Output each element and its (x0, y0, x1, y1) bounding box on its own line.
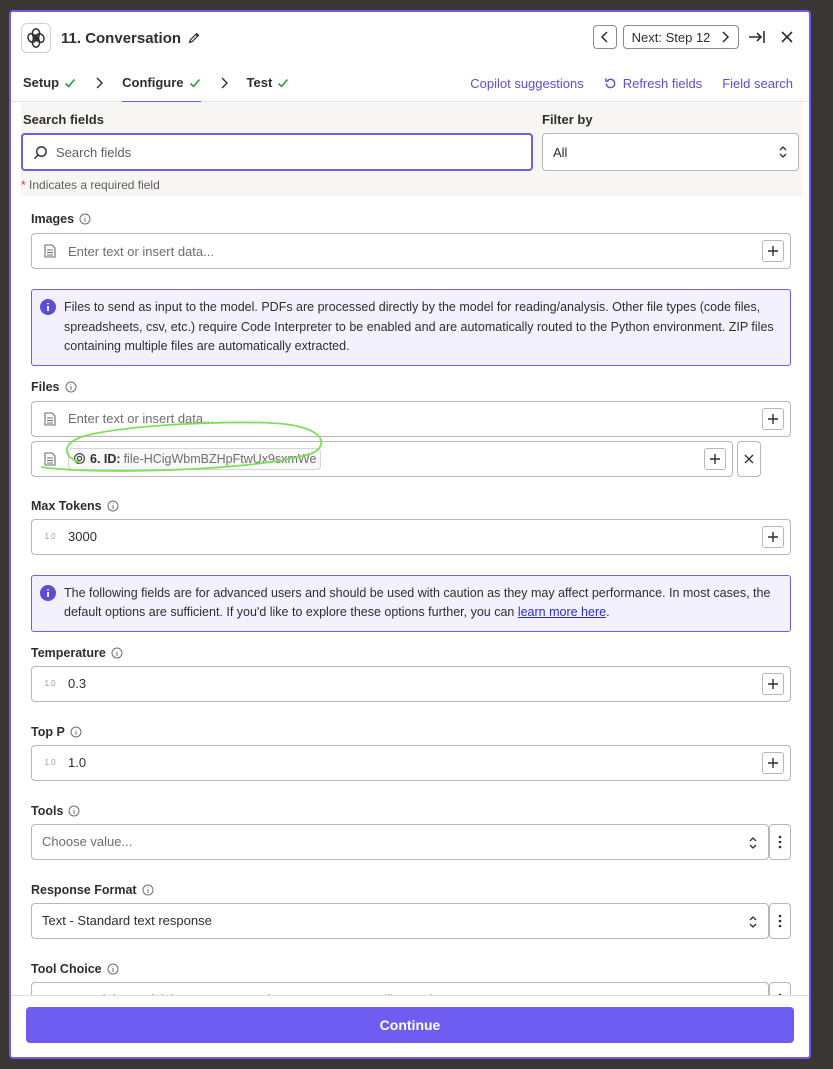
tool-choice-label (31, 960, 791, 978)
plus-icon (767, 678, 779, 690)
chevron-right-icon (92, 76, 106, 90)
info-icon[interactable] (65, 381, 77, 393)
files-label (31, 378, 791, 396)
chevron-right-icon (217, 76, 231, 90)
remove-item-button[interactable] (737, 441, 761, 477)
advanced-info-text: The following fields are for advanced users and should be used with caution as they may affect performance. In most cases, the default options are sufficient. If you'd like to explore these options further, you can (64, 585, 771, 619)
plus-icon (767, 245, 779, 257)
files-info-box (31, 289, 791, 366)
tool-choice-label-text: Tool Choice (31, 961, 102, 976)
tools-label (31, 802, 791, 820)
openai-logo-icon (21, 23, 51, 53)
select-caret-icon (778, 145, 788, 159)
temperature-label-text: Temperature (31, 645, 106, 660)
tab-test-label: Test (246, 75, 273, 90)
step-tabs (11, 64, 809, 102)
tools-row (31, 824, 791, 860)
search-fields-label: Search fields (23, 112, 104, 127)
images-label-text: Images (31, 212, 75, 226)
kebab-icon (778, 914, 782, 928)
max-tokens-input[interactable] (31, 519, 791, 555)
insert-data-button[interactable] (762, 408, 784, 430)
files-placeholder: Enter text or insert data... (68, 411, 214, 426)
top-p-label (31, 723, 791, 741)
tab-configure[interactable] (122, 64, 200, 102)
check-icon (277, 77, 289, 89)
document-icon (32, 244, 68, 258)
more-options-button[interactable] (769, 824, 791, 860)
next-step-button[interactable] (623, 25, 739, 49)
continue-button[interactable]: Continue (26, 1007, 794, 1043)
insert-data-button[interactable] (762, 526, 784, 548)
files-label-text: Files (31, 379, 60, 394)
info-icon[interactable] (142, 884, 154, 896)
insert-data-button[interactable] (704, 448, 726, 470)
tab-test[interactable] (247, 64, 290, 102)
response-format-label (31, 881, 791, 899)
search-input[interactable] (21, 133, 533, 171)
top-p-input[interactable] (31, 745, 791, 781)
temperature-input[interactable] (31, 666, 791, 702)
max-tokens-label-text: Max Tokens (31, 498, 102, 513)
chevron-right-icon (720, 31, 730, 43)
info-filled-icon (40, 585, 56, 601)
panel-footer (11, 995, 809, 1057)
refresh-fields-label: Refresh fields (622, 75, 703, 91)
response-format-label-text: Response Format (31, 882, 137, 897)
advanced-info-period: . (606, 605, 610, 619)
field-form (31, 210, 791, 1018)
previous-step-button[interactable] (593, 25, 617, 49)
plus-icon (709, 453, 721, 465)
advanced-info-box (31, 575, 791, 632)
plus-icon (767, 413, 779, 425)
max-tokens-label (31, 497, 791, 515)
insert-data-button[interactable] (762, 240, 784, 262)
required-note-text: Indicates a required field (29, 178, 160, 192)
tools-label-text: Tools (31, 803, 64, 818)
close-icon (744, 454, 754, 464)
close-button[interactable] (775, 25, 799, 49)
response-format-select[interactable] (31, 903, 769, 939)
pill-value: file-HCigWbmBZHpFtwUx9sxmWe (123, 451, 317, 466)
tools-select[interactable] (31, 824, 769, 860)
files-info-text: Files to send as input to the model. PDFs are processed directly by the model for reading/analysis. Other file types (code files, spreadsheets, csv, etc.) require Code Interpreter to be enabled and are automatically routed to the Python environment. ZIP files containing multiple files are automatically extracted. (64, 300, 774, 353)
filter-by-label: Filter by (542, 112, 593, 127)
number-type-icon: 1.0 (44, 758, 56, 767)
collapse-panel-button[interactable] (745, 25, 769, 49)
search-placeholder: Search fields (56, 144, 132, 160)
pencil-icon[interactable] (187, 31, 201, 45)
top-p-label-text: Top P (31, 724, 65, 739)
response-format-row (31, 903, 791, 939)
info-icon[interactable] (68, 805, 80, 817)
learn-more-link[interactable]: learn more here (517, 605, 607, 619)
info-icon[interactable] (107, 500, 119, 512)
max-tokens-value: 3000 (68, 529, 97, 544)
plus-icon (767, 531, 779, 543)
info-icon[interactable] (111, 647, 123, 659)
info-filled-icon (40, 299, 56, 315)
files-item-row (31, 441, 791, 477)
tab-setup-label: Setup (23, 75, 60, 90)
tools-placeholder: Choose value... (42, 834, 133, 849)
step-title: 11. Conversation (61, 29, 182, 47)
response-format-value: Text - Standard text response (42, 913, 212, 928)
number-type-icon: 1.0 (44, 532, 56, 541)
select-caret-icon (748, 836, 758, 850)
number-type-icon: 1.0 (44, 679, 56, 688)
info-icon[interactable] (79, 213, 91, 225)
images-label (31, 210, 791, 228)
select-caret-icon (748, 915, 758, 929)
pill-step: 6. ID: (90, 451, 121, 466)
tab-configure-label: Configure (122, 75, 184, 90)
step-editor-panel (9, 10, 811, 1059)
info-icon[interactable] (70, 726, 82, 738)
search-section (21, 102, 803, 196)
panel-header (11, 12, 809, 64)
plus-icon (767, 757, 779, 769)
arrow-to-right-icon (748, 29, 766, 45)
kebab-icon (778, 835, 782, 849)
filter-value: All (553, 144, 568, 160)
temperature-label (31, 644, 791, 662)
tab-setup[interactable] (23, 64, 76, 102)
chevron-left-icon (600, 31, 610, 43)
insert-data-button[interactable] (762, 673, 784, 695)
copilot-suggestions-link[interactable]: Copilot suggestions (470, 75, 584, 91)
search-icon (33, 145, 48, 160)
field-search-link[interactable]: Field search (722, 75, 793, 91)
info-icon[interactable] (107, 963, 119, 975)
annotation-circle (31, 419, 331, 489)
filter-select[interactable] (542, 133, 799, 171)
refresh-icon (604, 77, 617, 90)
temperature-value: 0.3 (68, 676, 87, 691)
check-icon (64, 77, 76, 89)
check-icon (189, 77, 201, 89)
required-note: * Indicates a required field (21, 178, 160, 192)
images-placeholder: Enter text or insert data... (68, 243, 214, 259)
insert-data-button[interactable] (762, 752, 784, 774)
close-icon (781, 31, 793, 43)
top-p-value: 1.0 (68, 755, 87, 770)
images-input[interactable] (31, 233, 791, 269)
refresh-fields-link[interactable] (604, 76, 702, 91)
next-step-label: Next: Step 12 (631, 29, 711, 45)
more-options-button[interactable] (769, 903, 791, 939)
